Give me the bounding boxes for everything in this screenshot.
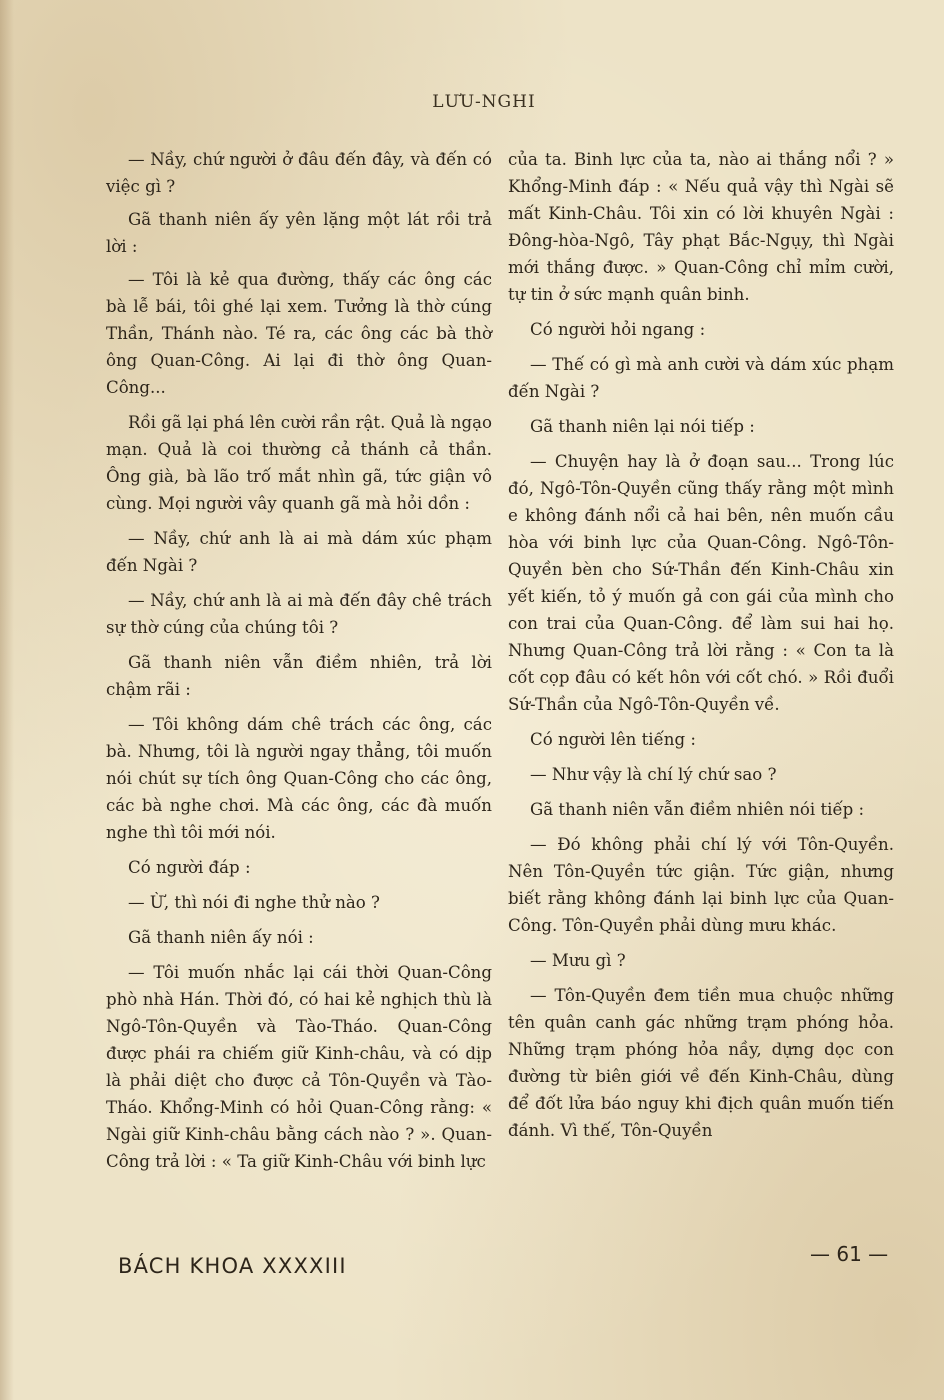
page-edge-shadow (0, 0, 14, 1400)
paragraph: — Nầy, chứ người ở đâu đến đây, và đến có việc gì ? (106, 150, 492, 196)
page-number: — 61 — (810, 1242, 889, 1266)
paragraph: Gã thanh niên lại nói tiếp : (530, 417, 755, 436)
paragraph: của ta. Binh lực của ta, nào ai thắng nổi ? » Khổng-Minh đáp : « Nếu quả vậy thì Ngài sẽ mất Kinh-Châu. Tôi xin có lời khuyên Ngài : Đông-hòa-Ngô, Tây phạt Bắc-Ngụy, thì Ngài mới thắng được. » Quan-Công chỉ mỉm cười, tự tin ở sức mạnh quân binh. (508, 150, 894, 304)
left-column (106, 146, 492, 1183)
right-column (508, 146, 894, 1152)
paragraph: — Chuyện hay là ở đoạn sau... Trong lúc đó, Ngô-Tôn-Quyền cũng thấy rằng một mình e không đánh nổi cả hai bên, nên muốn cầu hòa với binh lực của Quan-Công. Ngô-Tôn-Quyền bèn cho Sứ-Thần đến Kinh-Châu xin yết kiến, tỏ ý muốn gả con gái của mình cho con trai của Quan-Công. để làm sui hai họ. Nhưng Quan-Công trả lời rằng : « Con ta là cốt cọp đâu có kết hôn với cốt chó. » Rồi đuổi Sứ-Thần của Ngô-Tôn-Quyền về. (508, 452, 894, 714)
paragraph: — Đó không phải chí lý với Tôn-Quyền. Nên Tôn-Quyền tức giận. Tức giận, nhưng biết rằng không đánh lại binh lực của Quan-Công. Tôn-Quyền phải dùng mưu khác. (508, 835, 894, 935)
paragraph: Gã thanh niên vẫn điềm nhiên nói tiếp : (530, 800, 865, 819)
paragraph: Có người hỏi ngang : (530, 320, 706, 339)
running-head: LƯU-NGHI (432, 92, 536, 112)
paragraph: Có người lên tiếng : (530, 730, 696, 749)
paragraph: Có người đáp : (128, 858, 251, 877)
paragraph: — Tôn-Quyền đem tiền mua chuộc những tên quân canh gác những trạm phóng hỏa. Những trạm phóng hỏa nầy, dựng dọc con đường từ biên giới về đến Kinh-Châu, dùng để đốt lửa báo nguy khi địch quân muốn tiến đánh. Vì thế, Tôn-Quyền (508, 986, 894, 1140)
paragraph: Gã thanh niên ấy nói : (128, 928, 314, 947)
paragraph: — Tôi là kẻ qua đường, thấy các ông các bà lễ bái, tôi ghé lại xem. Tưởng là thờ cúng Thần, Thánh nào. Té ra, các ông các bà thờ ông Quan-Công. Ai lại đi thờ ông Quan-Công... (106, 270, 492, 397)
paragraph: — Nầy, chứ anh là ai mà dám xúc phạm đến Ngài ? (106, 529, 492, 575)
paragraph: Rồi gã lại phá lên cười rần rật. Quả là ngạo mạn. Quả là coi thường cả thánh cả thần. Ông già, bà lão trố mắt nhìn gã, tức giận vô cùng. Mọi người vây quanh gã mà hỏi dồn : (106, 413, 492, 513)
paragraph: Gã thanh niên vẫn điềm nhiên, trả lời chậm rãi : (106, 653, 492, 699)
paragraph: — Nầy, chứ anh là ai mà đến đây chê trách sự thờ cúng của chúng tôi ? (106, 591, 492, 637)
paragraph: — Mưu gì ? (530, 951, 626, 970)
paragraph: — Như vậy là chí lý chứ sao ? (530, 765, 777, 784)
paragraph: — Tôi không dám chê trách các ông, các bà. Nhưng, tôi là người ngay thẳng, tôi muốn nói chút sự tích ông Quan-Công cho các ông, các bà nghe chơi. Mà các ông, các đà muốn nghe thì tôi mới nói. (106, 715, 492, 842)
paragraph: — Tôi muốn nhắc lại cái thời Quan-Công phò nhà Hán. Thời đó, có hai kẻ nghịch thù là Ngô-Tôn-Quyền và Tào-Tháo. Quan-Công được phái ra chiếm giữ Kinh-châu, và có dịp là phải diệt cho được cả Tôn-Quyền và Tào-Tháo. Khổng-Minh có hỏi Quan-Công rằng: « Ngài giữ Kinh-châu bằng cách nào ? ». Quan-Công trả lời : « Ta giữ Kinh-Châu với binh lực (106, 963, 492, 1171)
paragraph: — Thế có gì mà anh cười và dám xúc phạm đến Ngài ? (508, 355, 894, 401)
paragraph: — Ừ, thì nói đi nghe thử nào ? (128, 893, 380, 912)
paragraph: Gã thanh niên ấy yên lặng một lát rồi trả lời : (106, 210, 492, 256)
magazine-name: BÁCH KHOA XXXXIII (118, 1254, 347, 1278)
